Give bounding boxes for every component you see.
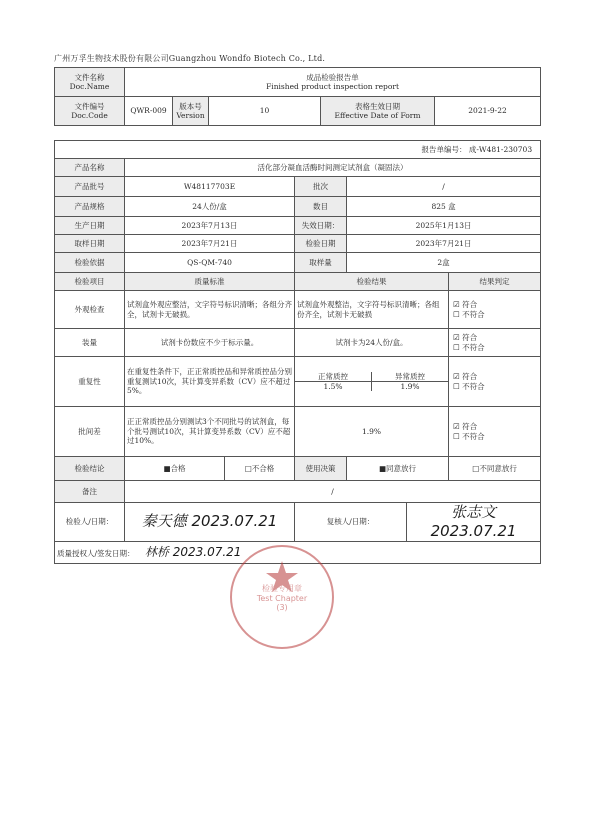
document-header-table <box>54 67 541 126</box>
normal-qc-header: 正常质控 <box>295 372 372 382</box>
version-label: 版本号 Version <box>173 97 209 126</box>
inspection-report-table <box>54 140 541 564</box>
sample-date: 2023年7月21日 <box>125 235 295 253</box>
pass-checkbox: ☑ 符合 <box>453 300 478 310</box>
batch-diff-result: 1.9% <box>295 407 449 457</box>
remarks-value: / <box>125 481 541 503</box>
conclusion-pass: ■合格 <box>125 457 225 481</box>
loading-result: 试剂卡为24人份/盒。 <box>295 329 449 357</box>
test-row-loading <box>55 329 541 357</box>
conclusion-header: 结果判定 <box>449 273 541 291</box>
test-row-repeatability <box>55 357 541 407</box>
standard-header: 质量标准 <box>125 273 295 291</box>
test-date: 2023年7月21日 <box>347 235 541 253</box>
doc-name: 成品检验报告单 Finished product inspection report <box>125 68 541 97</box>
batch-number: W48117703E <box>125 177 295 197</box>
product-name-label: 产品名称 <box>55 159 125 177</box>
effective-date: 2021-9-22 <box>435 97 541 126</box>
expiry-date-label: 失效日期： <box>295 217 347 235</box>
test-row-appearance <box>55 291 541 329</box>
appearance-standard: 试剂盒外观应整洁，文字符号标识清晰；各组分齐全，试剂卡无破损。 <box>125 291 295 329</box>
sample-date-label: 取样日期 <box>55 235 125 253</box>
result-header: 检验结果 <box>295 273 449 291</box>
signature-row <box>55 503 541 542</box>
fail-checkbox: ☐ 不符合 <box>453 431 485 441</box>
inspector-signature: 秦天德 2023.07.21 <box>125 503 295 542</box>
company-name: 广州万孚生物技术股份有限公司Guangzhou Wondfo Biotech Co., Ltd. <box>54 54 326 63</box>
fail-checkbox: ☐ 不符合 <box>453 342 485 352</box>
test-date-label: 检验日期 <box>295 235 347 253</box>
release-yes: ■同意放行 <box>347 457 449 481</box>
abnormal-qc-header: 异常质控 <box>372 372 449 382</box>
trace-value: / <box>347 177 541 197</box>
reviewer-label: 复核人/日期： <box>295 503 407 542</box>
basis-label: 检验依据 <box>55 253 125 273</box>
test-row-batch-difference <box>55 407 541 457</box>
loading-standard: 试剂卡份数应不少于标示量。 <box>125 329 295 357</box>
report-number: 报告单编号： 成-W481-230703 <box>55 141 541 159</box>
batch-diff-name: 批间差 <box>55 407 125 457</box>
sample-qty-value: 2盒 <box>347 253 541 273</box>
normal-qc-value: 1.5% <box>295 382 372 392</box>
batch-label: 产品批号 <box>55 177 125 197</box>
fail-checkbox: ☐ 不符合 <box>453 309 485 319</box>
repeat-result-grid <box>295 372 448 392</box>
repeat-result <box>295 357 449 407</box>
effective-date-label: 表格生效日期 Effective Date of Form <box>321 97 435 126</box>
batch-diff-standard: 正正常质控品分别测试3个不同批号的试剂盒，每个批号测试10次，其计算变异系数（CV）应不超过10%。 <box>125 407 295 457</box>
appearance-judgement <box>449 291 541 329</box>
basis-value: QS-QM-740 <box>125 253 295 273</box>
production-date: 2023年7月13日 <box>125 217 295 235</box>
abnormal-qc-value: 1.9% <box>400 382 420 391</box>
appearance-result: 试剂盒外观整洁，文字符号标识清晰；各组份齐全，试剂卡无破损 <box>295 291 449 329</box>
spec-value: 24人份/盒 <box>125 197 295 217</box>
reviewer-signature: 张志文 2023.07.21 <box>407 503 541 542</box>
conclusion-label: 检验结论 <box>55 457 125 481</box>
trace-label: 批次 <box>295 177 347 197</box>
version: 10 <box>209 97 321 126</box>
stamp-text: 检验专用章 Test Chapter (3) <box>256 584 308 612</box>
qa-signature: 林桥 2023.07.21 <box>144 544 242 559</box>
conclusion-fail: □不合格 <box>225 457 295 481</box>
loading-judgement <box>449 329 541 357</box>
remarks-label: 备注 <box>55 481 125 503</box>
quantity-value: 825 盒 <box>347 197 541 217</box>
repeat-name: 重复性 <box>55 357 125 407</box>
loading-name: 装量 <box>55 329 125 357</box>
pass-checkbox: ☑ 符合 <box>453 333 478 343</box>
batch-diff-judgement <box>449 407 541 457</box>
quantity-label: 数目 <box>295 197 347 217</box>
expiry-date: 2025年1月13日 <box>347 217 541 235</box>
appearance-name: 外观检查 <box>55 291 125 329</box>
doc-code-label: 文件编号 Doc.Code <box>55 97 125 126</box>
release-label: 使用决策 <box>295 457 347 481</box>
sample-qty-label: 取样量 <box>295 253 347 273</box>
product-name: 活化部分凝血活酶时间测定试剂盒（凝固法） <box>125 159 541 177</box>
repeat-standard: 在重复性条件下，正正常质控品和异常质控品分别重复测试10次，其计算变异系数（CV）应不超过5%。 <box>125 357 295 407</box>
fail-checkbox: ☐ 不符合 <box>453 381 485 391</box>
qa-label: 质量授权人/签发日期： <box>57 548 135 558</box>
release-no: □不同意放行 <box>449 457 541 481</box>
production-date-label: 生产日期 <box>55 217 125 235</box>
test-item-header: 检验项目 <box>55 273 125 291</box>
test-chapter-stamp <box>230 545 334 649</box>
repeat-judgement <box>449 357 541 407</box>
doc-name-label: 文件名称 Doc.Name <box>55 68 125 97</box>
doc-code: QWR-009 <box>125 97 173 126</box>
conclusion-row <box>55 457 541 481</box>
pass-checkbox: ☑ 符合 <box>453 422 478 432</box>
pass-checkbox: ☑ 符合 <box>453 372 478 382</box>
spec-label: 产品规格 <box>55 197 125 217</box>
inspector-label: 检验人/日期： <box>55 503 125 542</box>
